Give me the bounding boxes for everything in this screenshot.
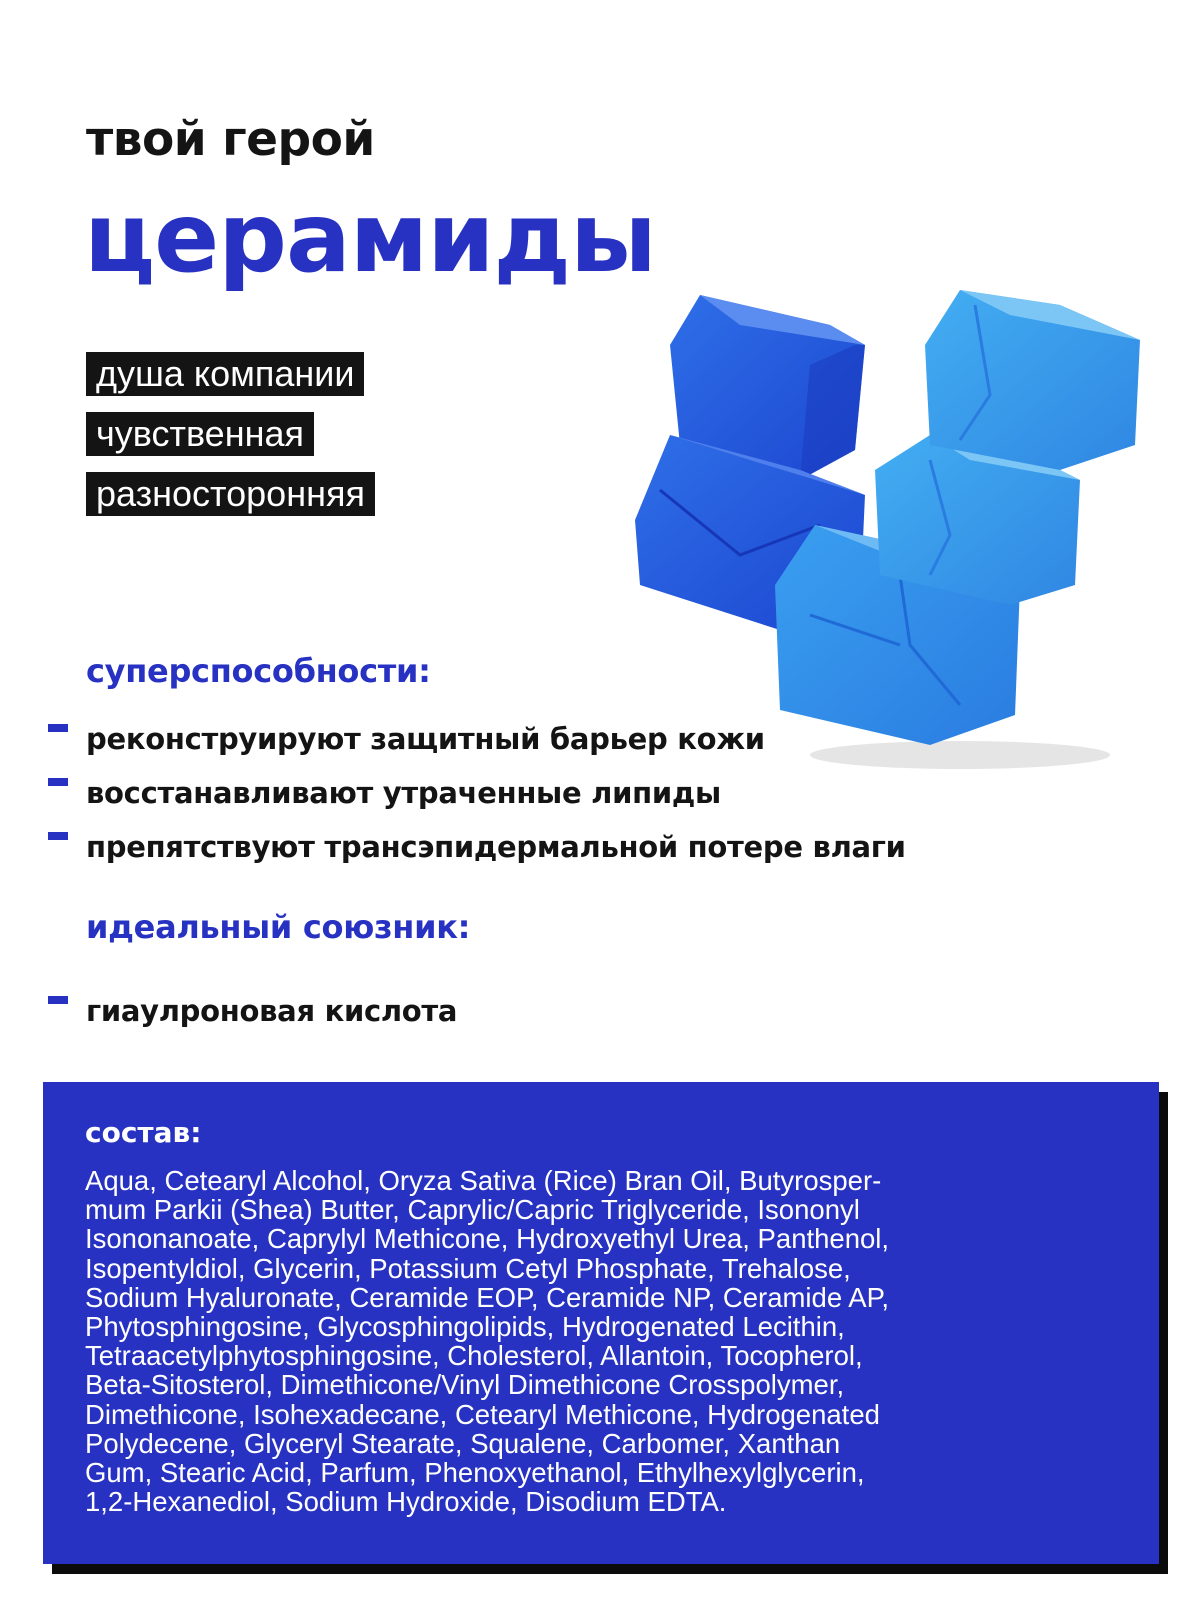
trait-tag: душа компании (86, 352, 364, 396)
trait-tag: чувственная (86, 412, 314, 456)
traits-list (86, 352, 375, 532)
dash-bullet-icon (48, 832, 68, 840)
page-title: церамиды (84, 182, 656, 294)
hero-subtitle: твой герой (86, 112, 375, 167)
dash-bullet-icon (48, 778, 68, 786)
dash-bullet-icon (48, 996, 68, 1004)
composition-text: Aqua, Cetearyl Alcohol, Oryza Sativa (Rice) Bran Oil, Butyrosper- mum Parkii (Shea) Butter, Caprylic/Capric Triglyceride, Isononyl Isononanoate, Caprylyl Methicone, Hydroxyethyl Urea, Panthenol, Isopentyldiol, Glycerin, Potassium Cetyl Phosphate, Trehalose, Sodium Hyaluronate, Ceramide EOP, Ceramide NP, Ceramide AP, Phytosphingosine, Glycosphingolipids, Hydrogenated Lecithin, Tetraacetylphytosphingosine, Cholesterol, Allantoin, Tocopherol, Beta-Sitosterol, Dimethicone/Vinyl Dimethicone Crosspolymer, Dimethicone, Isohexadecane, Cetearyl Methicone, Hydrogenated Polydecene, Glyceryl Stearate, Squalene, Carbomer, Xanthan Gum, Stearic Acid, Parfum, Phenoxyethanol, Ethylhexylglycerin, 1,2-Hexanediol, Sodium Hydroxide, Disodium EDTA. (85, 1165, 890, 1518)
blue-cubes-molecule-illustration (630, 285, 1190, 785)
cube-icon (925, 290, 1140, 470)
trait-tag: разносторонняя (86, 472, 375, 516)
ally-heading: идеальный союзник: (86, 908, 471, 946)
dash-bullet-icon (48, 724, 68, 732)
superpowers-heading: суперспособности: (86, 652, 431, 690)
composition-heading: состав: (85, 1116, 202, 1149)
composition-panel (43, 1082, 1159, 1564)
